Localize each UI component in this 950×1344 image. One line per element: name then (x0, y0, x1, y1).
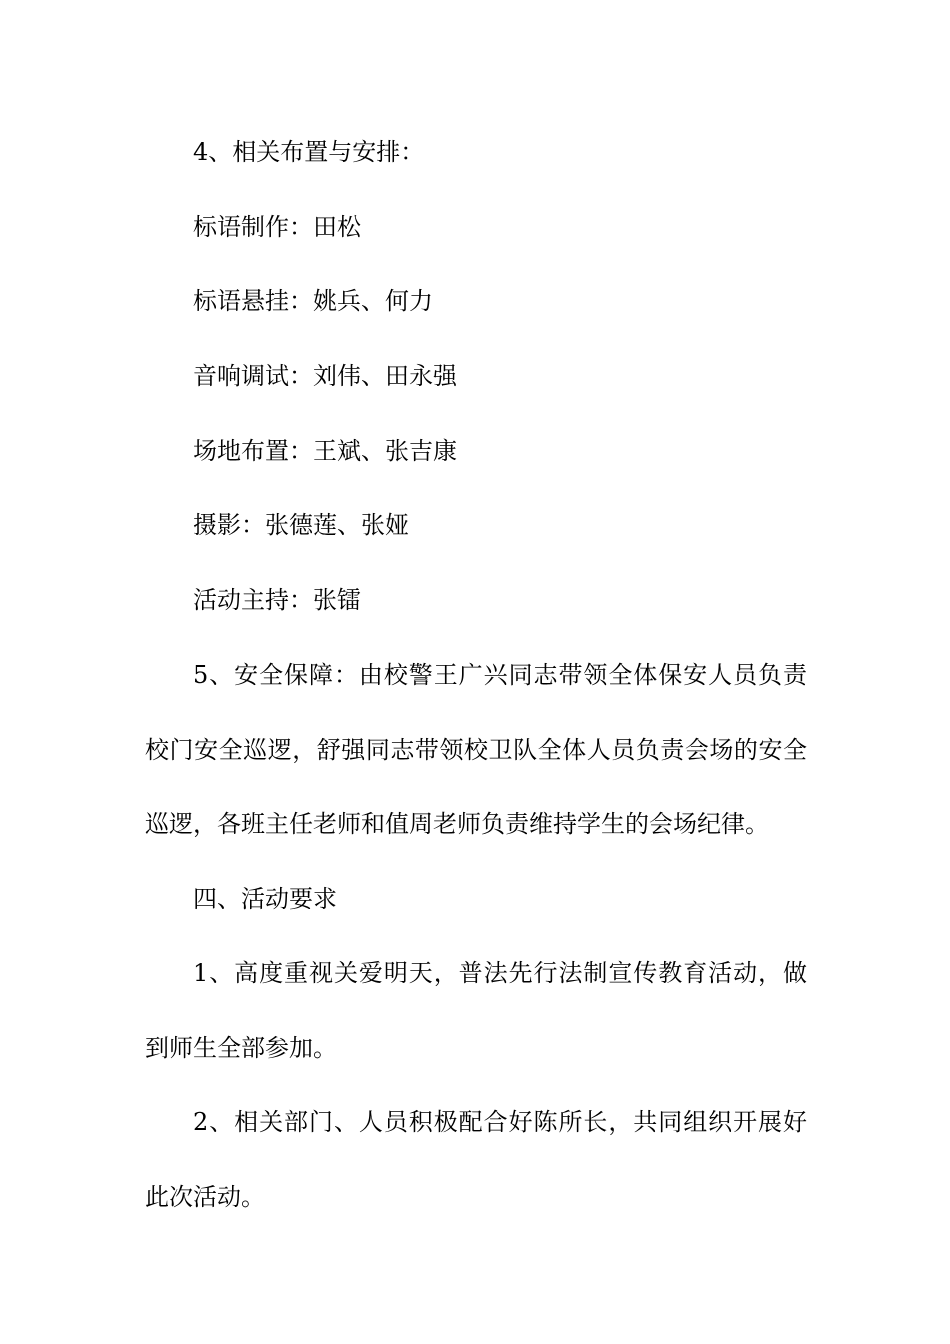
paragraph-requirement-1: 1、高度重视关爱明天，普法先行法制宣传教育活动，做到师生全部参加。 (145, 959, 807, 1062)
paragraph-host: 活动主持：张镭 (193, 586, 361, 614)
paragraph-photography: 摄影：张德莲、张娅 (193, 511, 409, 539)
paragraph-security: 5、安全保障：由校警王广兴同志带领全体保安人员负责校门安全巡逻，舒强同志带领校卫队全体人员负责会场的安全巡逻，各班主任老师和值周老师负责维持学生的会场纪律。 (145, 661, 807, 839)
paragraph-banner-hanging: 标语悬挂：姚兵、何力 (193, 287, 433, 315)
paragraph-venue-setup: 场地布置：王斌、张吉康 (193, 437, 457, 465)
paragraph-banner-making: 标语制作：田松 (193, 213, 361, 241)
paragraph-audio-testing: 音响调试：刘伟、田永强 (193, 362, 457, 390)
section-heading-arrangements: 4、相关布置与安排： (193, 138, 425, 166)
paragraph-requirement-2: 2、相关部门、人员积极配合好陈所长，共同组织开展好此次活动。 (145, 1108, 807, 1211)
section-heading-requirements: 四、活动要求 (193, 885, 337, 913)
